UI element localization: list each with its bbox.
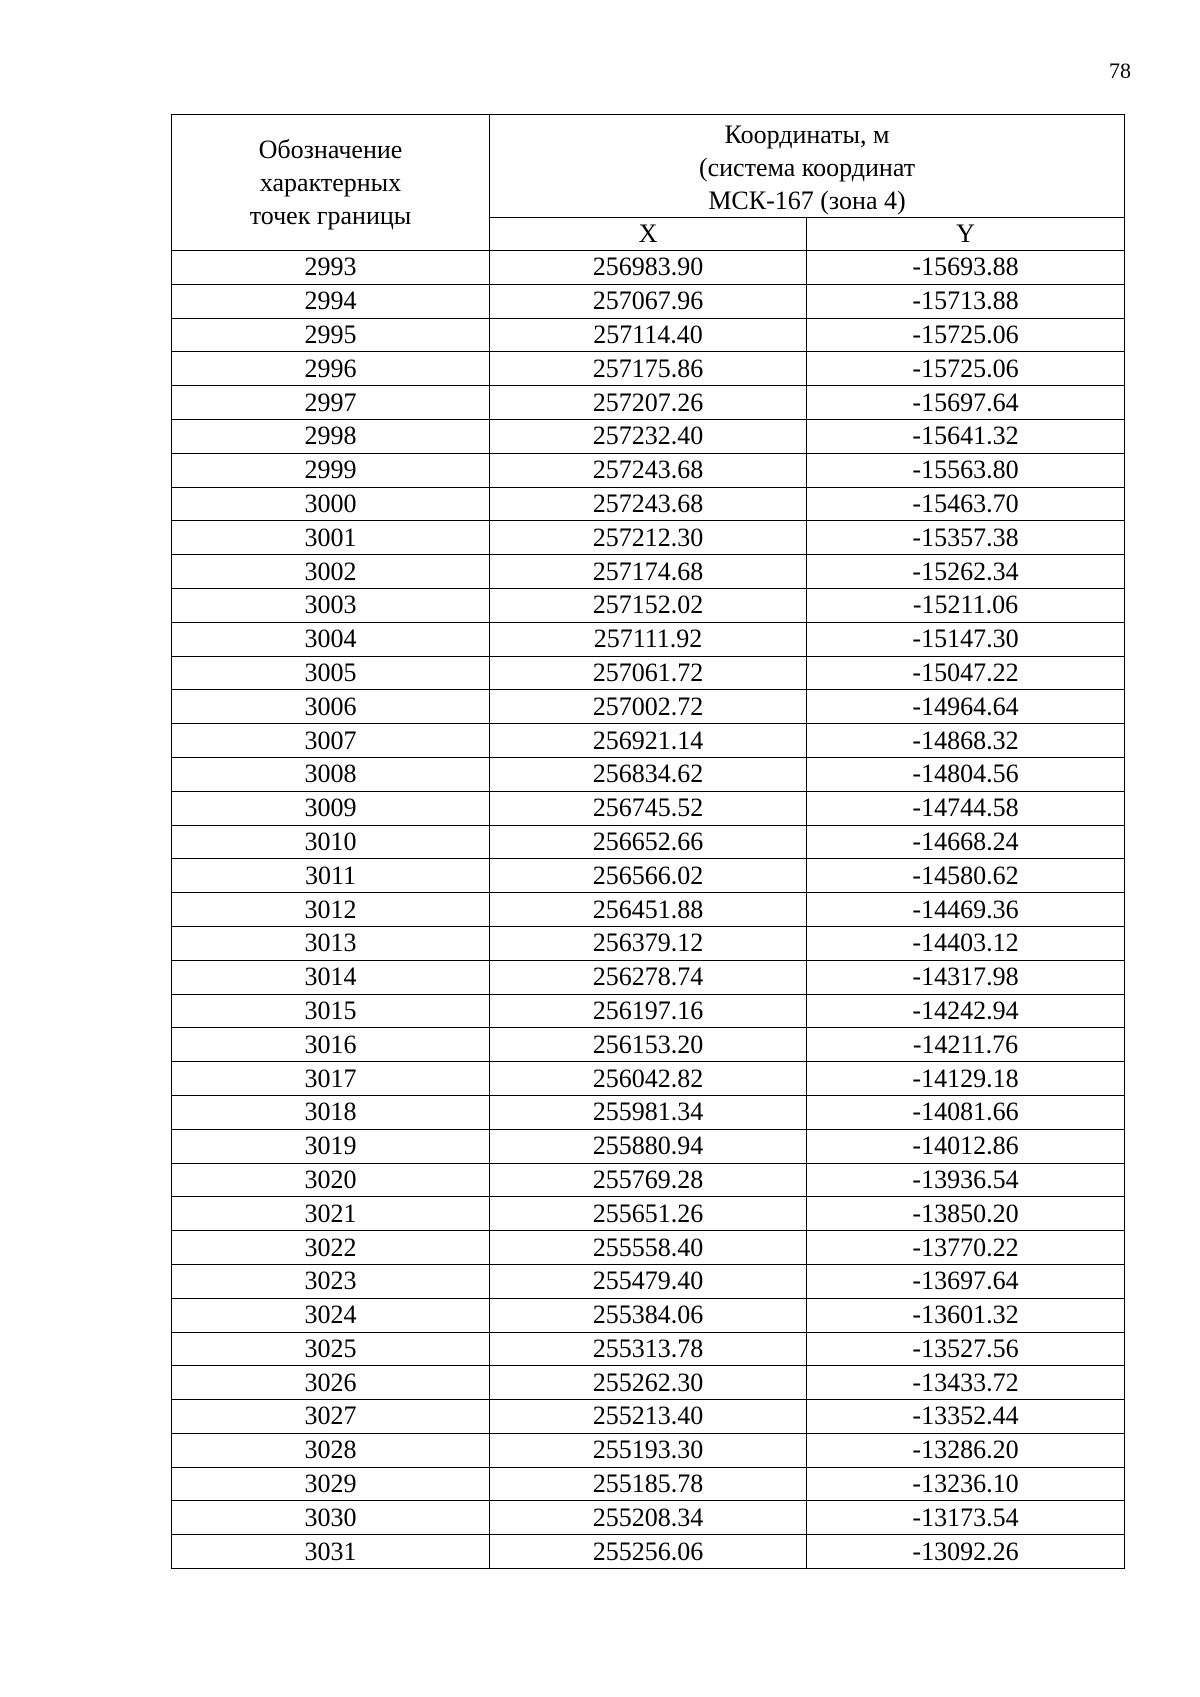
table-row (172, 318, 1125, 352)
x-coordinate-cell: 256153.20 (490, 1028, 807, 1062)
point-id-cell: 2993 (172, 251, 490, 285)
point-id-cell: 3024 (172, 1298, 490, 1332)
table-row (172, 453, 1125, 487)
x-coordinate-cell: 257002.72 (490, 690, 807, 724)
x-coordinate-cell: 257207.26 (490, 386, 807, 420)
x-coordinate-cell: 256278.74 (490, 960, 807, 994)
y-coordinate-cell: -15147.30 (807, 622, 1125, 656)
table-row (172, 284, 1125, 318)
x-coordinate-cell: 257243.68 (490, 453, 807, 487)
y-coordinate-cell: -14580.62 (807, 859, 1125, 893)
x-coordinate-cell: 255479.40 (490, 1264, 807, 1298)
point-id-cell: 3002 (172, 555, 490, 589)
table-row (172, 791, 1125, 825)
y-coordinate-cell: -13092.26 (807, 1535, 1125, 1569)
designation-line: характерных (259, 168, 402, 197)
table-row (172, 1095, 1125, 1129)
point-id-cell: 2994 (172, 284, 490, 318)
y-coordinate-cell: -14804.56 (807, 757, 1125, 791)
table-row (172, 1028, 1125, 1062)
page-number: 78 (1109, 58, 1131, 83)
point-id-cell: 3006 (172, 690, 490, 724)
y-coordinate-cell: -14012.86 (807, 1129, 1125, 1163)
y-coordinate-cell: -14469.36 (807, 893, 1125, 927)
point-id-cell: 3004 (172, 622, 490, 656)
y-coordinate-cell: -13433.72 (807, 1366, 1125, 1400)
point-id-cell: 3029 (172, 1467, 490, 1501)
point-id-cell: 3028 (172, 1433, 490, 1467)
table-row (172, 1501, 1125, 1535)
point-id-cell: 3013 (172, 926, 490, 960)
x-coordinate-cell: 255769.28 (490, 1163, 807, 1197)
y-coordinate-cell: -14317.98 (807, 960, 1125, 994)
table-row (172, 1129, 1125, 1163)
table-row (172, 555, 1125, 589)
x-coordinate-cell: 256451.88 (490, 893, 807, 927)
y-coordinate-cell: -15641.32 (807, 419, 1125, 453)
point-id-cell: 2998 (172, 419, 490, 453)
table-row (172, 1433, 1125, 1467)
y-coordinate-cell: -13770.22 (807, 1231, 1125, 1265)
y-coordinate-cell: -14744.58 (807, 791, 1125, 825)
point-id-cell: 2999 (172, 453, 490, 487)
table-row (172, 487, 1125, 521)
x-coordinate-cell: 255256.06 (490, 1535, 807, 1569)
x-coordinate-cell: 255262.30 (490, 1366, 807, 1400)
x-coordinate-cell: 257174.68 (490, 555, 807, 589)
x-coordinate-cell: 255208.34 (490, 1501, 807, 1535)
x-column-header: X (490, 218, 807, 251)
coordinates-line: (система координат (698, 152, 916, 182)
x-coordinate-cell: 255981.34 (490, 1095, 807, 1129)
point-id-cell: 3010 (172, 825, 490, 859)
y-coordinate-cell: -13850.20 (807, 1197, 1125, 1231)
designation-line: Обозначение (258, 135, 403, 164)
y-coordinate-cell: -14129.18 (807, 1062, 1125, 1096)
point-id-cell: 3019 (172, 1129, 490, 1163)
x-coordinate-cell: 256566.02 (490, 859, 807, 893)
y-coordinate-cell: -13697.64 (807, 1264, 1125, 1298)
point-id-cell: 3009 (172, 791, 490, 825)
point-id-cell: 2996 (172, 352, 490, 386)
table-row (172, 419, 1125, 453)
table-row (172, 588, 1125, 622)
x-coordinate-cell: 257152.02 (490, 588, 807, 622)
x-coordinate-cell: 255558.40 (490, 1231, 807, 1265)
table-row (172, 960, 1125, 994)
table-row (172, 724, 1125, 758)
y-coordinate-cell: -13173.54 (807, 1501, 1125, 1535)
table-row (172, 690, 1125, 724)
table-body (172, 251, 1125, 1569)
table-row (172, 1467, 1125, 1501)
x-coordinate-cell: 257212.30 (490, 521, 807, 555)
point-id-cell: 3025 (172, 1332, 490, 1366)
point-id-cell: 3016 (172, 1028, 490, 1062)
point-id-cell: 3018 (172, 1095, 490, 1129)
y-coordinate-cell: -13601.32 (807, 1298, 1125, 1332)
point-id-cell: 3022 (172, 1231, 490, 1265)
table-row (172, 1332, 1125, 1366)
x-coordinate-cell: 257114.40 (490, 318, 807, 352)
y-coordinate-cell: -15211.06 (807, 588, 1125, 622)
table-row (172, 1298, 1125, 1332)
table-row (172, 1366, 1125, 1400)
table-row (172, 352, 1125, 386)
table-row (172, 521, 1125, 555)
point-id-cell: 3008 (172, 757, 490, 791)
x-coordinate-cell: 256983.90 (490, 251, 807, 285)
table-row (172, 757, 1125, 791)
y-coordinate-cell: -15713.88 (807, 284, 1125, 318)
point-id-cell: 3015 (172, 994, 490, 1028)
y-coordinate-cell: -13936.54 (807, 1163, 1125, 1197)
table-row (172, 926, 1125, 960)
y-coordinate-cell: -13352.44 (807, 1400, 1125, 1434)
x-coordinate-cell: 256042.82 (490, 1062, 807, 1096)
point-id-cell: 3026 (172, 1366, 490, 1400)
y-column-header: Y (807, 218, 1125, 251)
point-id-cell: 3000 (172, 487, 490, 521)
point-id-cell: 3011 (172, 859, 490, 893)
x-coordinate-cell: 256745.52 (490, 791, 807, 825)
point-designation-header (172, 115, 490, 251)
point-id-cell: 3030 (172, 1501, 490, 1535)
table-row (172, 994, 1125, 1028)
table-row (172, 386, 1125, 420)
y-coordinate-cell: -14211.76 (807, 1028, 1125, 1062)
table-row (172, 251, 1125, 285)
x-coordinate-cell: 255384.06 (490, 1298, 807, 1332)
point-id-cell: 3031 (172, 1535, 490, 1569)
y-coordinate-cell: -15563.80 (807, 453, 1125, 487)
x-coordinate-cell: 257243.68 (490, 487, 807, 521)
y-coordinate-cell: -15262.34 (807, 555, 1125, 589)
point-id-cell: 3007 (172, 724, 490, 758)
coordinates-header (490, 115, 1125, 218)
y-coordinate-cell: -15725.06 (807, 318, 1125, 352)
point-id-cell: 3023 (172, 1264, 490, 1298)
table-row (172, 622, 1125, 656)
y-coordinate-cell: -14242.94 (807, 994, 1125, 1028)
table-header (172, 115, 1125, 251)
x-coordinate-cell: 255651.26 (490, 1197, 807, 1231)
table-row (172, 1062, 1125, 1096)
x-coordinate-cell: 256652.66 (490, 825, 807, 859)
table-row (172, 1535, 1125, 1569)
y-coordinate-cell: -14668.24 (807, 825, 1125, 859)
y-coordinate-cell: -13286.20 (807, 1433, 1125, 1467)
x-coordinate-cell: 256379.12 (490, 926, 807, 960)
x-coordinate-cell: 256921.14 (490, 724, 807, 758)
table-row (172, 1264, 1125, 1298)
point-id-cell: 2997 (172, 386, 490, 420)
table-row (172, 1231, 1125, 1265)
x-coordinate-cell: 256834.62 (490, 757, 807, 791)
x-coordinate-cell: 257111.92 (490, 622, 807, 656)
y-coordinate-cell: -14081.66 (807, 1095, 1125, 1129)
point-id-cell: 3017 (172, 1062, 490, 1096)
x-coordinate-cell: 255213.40 (490, 1400, 807, 1434)
point-id-cell: 3003 (172, 588, 490, 622)
table-row (172, 859, 1125, 893)
table-row (172, 1163, 1125, 1197)
y-coordinate-cell: -14868.32 (807, 724, 1125, 758)
point-id-cell: 3014 (172, 960, 490, 994)
x-coordinate-cell: 257061.72 (490, 656, 807, 690)
designation-line: точек границы (249, 201, 412, 230)
y-coordinate-cell: -15697.64 (807, 386, 1125, 420)
table-row (172, 1197, 1125, 1231)
x-coordinate-cell: 255313.78 (490, 1332, 807, 1366)
point-id-cell: 3005 (172, 656, 490, 690)
table-row (172, 825, 1125, 859)
point-id-cell: 3020 (172, 1163, 490, 1197)
table-row (172, 656, 1125, 690)
table-row (172, 893, 1125, 927)
y-coordinate-cell: -15693.88 (807, 251, 1125, 285)
point-id-cell: 2995 (172, 318, 490, 352)
coordinates-line: Координаты, м (724, 119, 890, 149)
x-coordinate-cell: 257067.96 (490, 284, 807, 318)
x-coordinate-cell: 255193.30 (490, 1433, 807, 1467)
boundary-points-table (171, 114, 1125, 1569)
point-id-cell: 3027 (172, 1400, 490, 1434)
point-id-cell: 3021 (172, 1197, 490, 1231)
y-coordinate-cell: -14964.64 (807, 690, 1125, 724)
table-row (172, 1400, 1125, 1434)
y-coordinate-cell: -13527.56 (807, 1332, 1125, 1366)
point-id-cell: 3012 (172, 893, 490, 927)
y-coordinate-cell: -15463.70 (807, 487, 1125, 521)
y-coordinate-cell: -14403.12 (807, 926, 1125, 960)
x-coordinate-cell: 257175.86 (490, 352, 807, 386)
y-coordinate-cell: -15047.22 (807, 656, 1125, 690)
y-coordinate-cell: -15725.06 (807, 352, 1125, 386)
point-id-cell: 3001 (172, 521, 490, 555)
x-coordinate-cell: 257232.40 (490, 419, 807, 453)
y-coordinate-cell: -15357.38 (807, 521, 1125, 555)
y-coordinate-cell: -13236.10 (807, 1467, 1125, 1501)
x-coordinate-cell: 255880.94 (490, 1129, 807, 1163)
x-coordinate-cell: 256197.16 (490, 994, 807, 1028)
coordinates-line: МСК-167 (зона 4) (708, 185, 906, 215)
x-coordinate-cell: 255185.78 (490, 1467, 807, 1501)
